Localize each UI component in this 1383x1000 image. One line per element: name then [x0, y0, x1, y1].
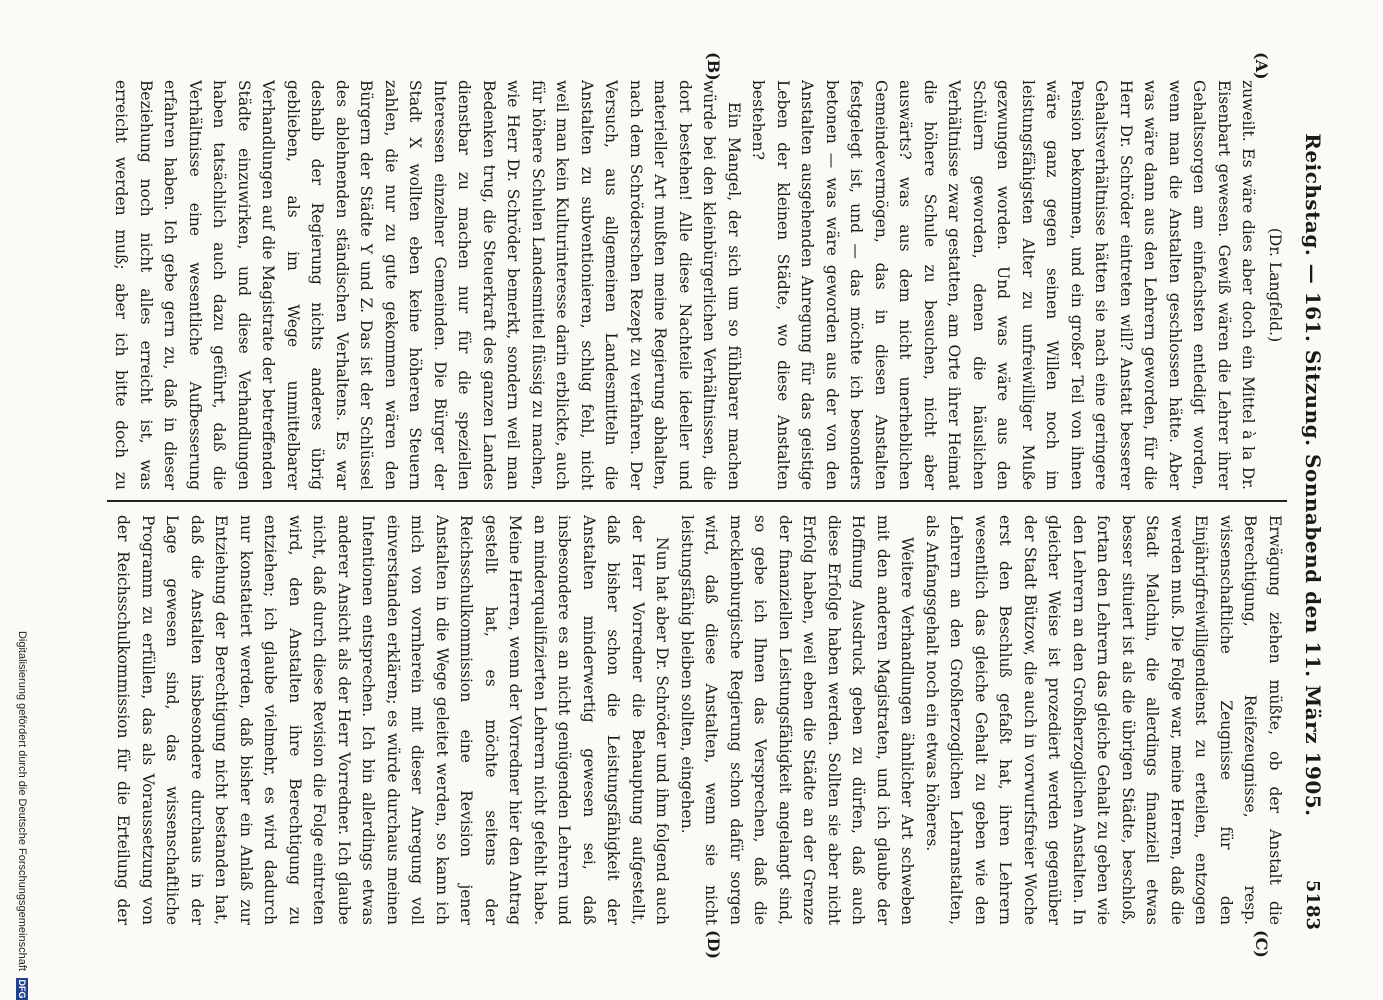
page-title: Reichstag. — 161. Sitzung. Sonnabend den 11. März 1905. [1301, 133, 1325, 817]
right-column [107, 515, 1287, 925]
digitization-credit [16, 0, 28, 1000]
paragraph: Erwägung ziehen müßte, ob der Anstalt die Berechtigung, Reifezeugnisse, resp. wissenschaftliche Zeugnisse für den Einjährigfreiwilligendienst zu erteilen, entzogen werden muß. Die Folge war, meine Herren, daß die Stadt Malchin, die allerdings finanziell etwas besser situiert ist als die übrigen Städte, beschloß, fortan den Lehrern das gleiche Gehalt zu geben wie den Lehrern an den Großherzoglichen Anstalten. In gleicher Weise ist prozediert werden gegenüber der Stadt Bützow, die auch in vorwurfsfreier Woche erst den Beschluß gefaßt hat, ihren Lehrern wesentlich das gleiche Gehalt zu geben wie den Lehrern an den Großherzoglichen Lehranstalten, als Anfangsgehalt noch ein etwas höheres. [923, 515, 1284, 925]
page-header [1293, 70, 1333, 930]
column-divider [107, 500, 1287, 502]
paragraph: zuweilt. Es wäre dies aber doch ein Mittel à la Dr. Eisenbart gewesen. Gewiß wären die Lehrer ihrer Gehaltssorgen am einfachsten entledigt worden, wenn man die Anstalten geschlossen hätte. Aber was wäre dann aus den Lehrern geworden, für die Herr Dr. Schröder eintreten will? Anstatt besserer Gehaltsverhältnisse hätten sie nach eine geringere Pension bekommen, und ein großer Teil von ihnen wäre ganz gegen seinen Willen noch im leistungsfähigsten Alter zu unfreiwilliger Muße gezwungen worden. Und was wäre aus den Schülern geworden, denen die häuslichen Verhältnisse zwar gestatten, am Orte ihrer Heimat die höhere Schule zu besuchen, nicht aber auswärts? was aus dem nicht unerheblichen Gemeindevermögen, das in diesen Anstalten festgelegt ist, und — das möchte ich besonders betonen — was wäre geworden aus der von den Anstalten ausgehenden Anregung für das geistige Leben der kleinen Städte, wo diese Anstalten bestehen? [749, 80, 1258, 490]
margin-marker-d: (D) [704, 930, 723, 960]
dfg-logo: DFG [16, 979, 27, 999]
page-number: 5183 [1302, 879, 1324, 930]
margin-marker-b: (B) [704, 52, 723, 81]
paragraph: Weitere Verhandlungen ähnlicher Art schweben mit den anderen Magistraten, und ich glaube der Hoffnung Ausdruck geben zu dürfen, daß auch diese Erfolge haben werden. Sollten sie aber nicht Erfolg haben, weil eben die Städte an der Grenze der finanziellen Leistungsfähigkeit angelangt sind, so gebe ich Ihnen das Versprechen, daß die mecklenburgische Regierung schon dafür sorgen wird, daß diese Anstalten, wenn sie nicht leistungsfähig bleiben sollten, eingehen. [678, 515, 917, 925]
margin-marker-a: (A) [1252, 52, 1271, 80]
speaker-label: (Dr. Langfeld.) [1266, 227, 1284, 343]
left-column [107, 80, 1287, 490]
paragraph: Ein Mangel, der sich um so fühlbarer machen würde bei den kleinbürgerlichen Verhältnissen, die dort bestehen! Alle diese Nachteile ideeller und materieller Art mußten meine Regierung abhalten, nach dem Schröderschen Rezept zu verfahren. Der Versuch, aus allgemeinen Landesmitteln die Anstalten zu subventionieren, schlug fehl, nicht weil man kein Kulturinteresse darin erblickte, auch für höhere Schulen Landesmittel flüssig zu machen, wie Herr Dr. Schröder bemerkt, sondern weil man Bedenken trug, die Steuerkraft des ganzen Landes dienstbar zu machen nur für die speziellen Interessen einzelner Gemeinden. Die Bürger der Stadt X wollten eben keine höheren Steuern zahlen, die nur zu gute gekommen wären den Bürgern der Städte Y und Z. Das ist der Schlüssel des ablehnenden ständischen Verhaltens. Es war deshalb der Regierung nichts anderes übrig geblieben, als im Wege unmittelbarer Verhandlungen auf die Magistrate der betreffenden Städte einzuwirken, und diese Verhandlungen haben tatsächlich auch dazu geführt, daß die Verhältnisse eine wesentliche Aufbesserung erfahren haben. Ich gebe gern zu, daß in dieser Beziehung noch nicht alles erreicht ist, was erreicht werden muß; aber ich bitte doch zu [112, 80, 743, 490]
credit-text: Digitalisierung gefördert durch die Deutsche Forschungsgemeinschaft [16, 630, 28, 971]
paragraph: Nun hat aber Dr. Schröder und ihm folgend auch der Herr Vorredner die Behauptung aufgestellt, daß bisher schon die Leistungsfähigkeit der Anstalten minderwertig gewesen sei, daß insbesondere es an nicht genügenden Lehrern und an minderqualifizierten Lehrern nicht gefehlt habe. Meine Herren, wenn der Vorredner hier den Antrag gestellt hat, es möchte seitens der Reichsschulkommission eine Revision jener Anstalten in die Wege geleitet werden, so kann ich mich von vornherein mit dieser Anregung voll einverstanden erklären; es würde durchaus meinen Intentionen entsprechen. Ich bin allerdings etwas anderer Ansicht als der Herr Vorredner. Ich glaube nicht, daß durch diese Revision die Folge eintreten wird, den Anstalten ihre Berechtigung zu entziehen; ich glaube vielmehr, es wird dadurch nur konstatiert werden, daß bisher ein Anlaß zur Entziehung der Berechtigung nicht bestanden hat, daß die Anstalten insbesondere durchaus in der Lage gewesen sind, das wissenschaftliche Programm zu erfüllen, das als Voraussetzung von der Reichsschulkommission für die Erteilung der [114, 515, 672, 925]
margin-marker-c: (C) [1252, 930, 1271, 958]
